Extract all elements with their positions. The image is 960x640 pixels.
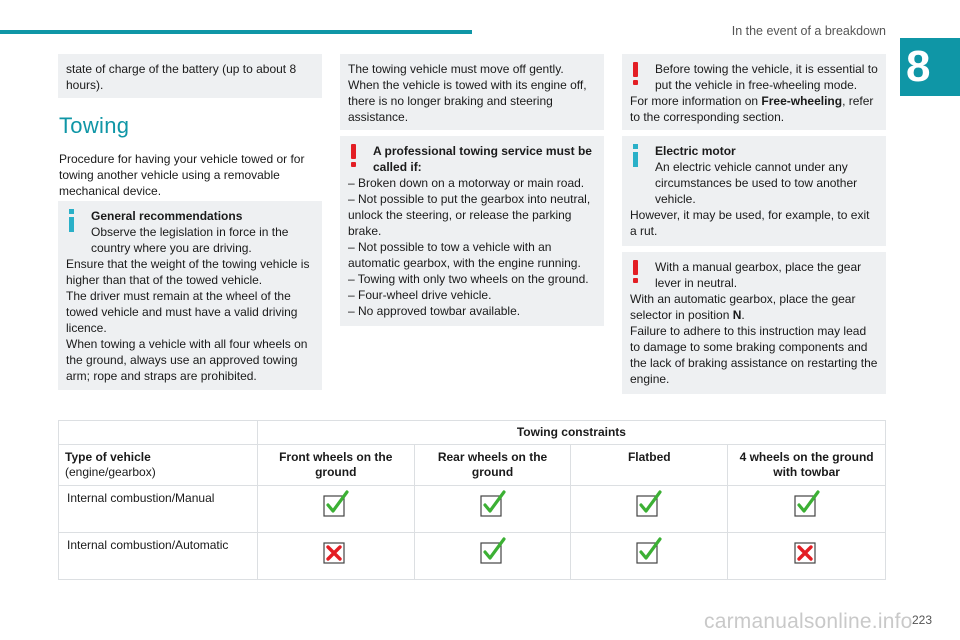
general-line-2: Ensure that the weight of the towing vehicle is higher than that of the towed vehicle. <box>66 257 310 287</box>
gearbox-failure-text: Failure to adhere to this instruction may lead to damage to some braking components and the lack of braking assistance on restarting the engine. <box>630 324 878 386</box>
general-recommendations-box <box>58 201 322 390</box>
electric-motor-title: Electric motor <box>655 144 736 158</box>
professional-item: – Towing with only two wheels on the ground. <box>348 272 589 286</box>
info-icon <box>68 209 74 233</box>
forbidden-mark <box>324 541 348 565</box>
tow-gently-box <box>340 54 604 130</box>
allowed-mark <box>324 494 348 518</box>
professional-item: – Four-wheel drive vehicle. <box>348 288 492 302</box>
row-label: Internal combustion/Manual <box>59 486 258 533</box>
free-wheeling-more-suffix: , refer to the corresponding section. <box>630 94 874 124</box>
check-mark-icon <box>478 490 508 518</box>
free-wheeling-more <box>630 93 878 125</box>
gearbox-auto-prefix: With an automatic gearbox, place the gear selector in position <box>630 292 856 322</box>
allowed-mark <box>481 494 505 518</box>
table-corner-cell <box>59 421 258 445</box>
towing-heading: Towing <box>59 113 130 138</box>
table-row <box>59 533 886 580</box>
row-label: Internal combustion/Automatic <box>59 533 258 580</box>
battery-note-box <box>58 54 322 98</box>
general-line-4: When towing a vehicle with all four wheels on the ground, always use an approved towing arm; rope and straps are prohibited. <box>66 337 308 383</box>
check-mark-icon <box>634 490 664 518</box>
towing-intro: Procedure for having your vehicle towed or for towing another vehicle using a removable mechanical device. <box>59 152 305 198</box>
professional-service-box <box>340 136 604 326</box>
constraint-cell <box>257 533 414 580</box>
cross-mark-icon <box>792 537 822 565</box>
tow-gently-text: The towing vehicle must move off gently. When the vehicle is towed with its engine off, there is no longer braking and steering assistance. <box>348 62 587 124</box>
column-header: 4 wheels on the ground with towbar <box>728 445 886 486</box>
professional-item: – Not possible to put the gearbox into neutral, unlock the steering, or release the parking brake. <box>348 192 591 238</box>
free-wheeling-more-prefix: For more information on <box>630 94 762 108</box>
warning-icon <box>350 144 356 168</box>
column-header: Rear wheels on the ground <box>414 445 571 486</box>
gearbox-manual-text: With a manual gearbox, place the gear lever in neutral. <box>655 260 862 290</box>
constraint-cell <box>414 533 571 580</box>
gearbox-auto-suffix: . <box>741 308 745 322</box>
table-group-header-row <box>59 421 886 445</box>
check-mark-icon <box>792 490 822 518</box>
constraint-cell <box>728 533 886 580</box>
free-wheeling-box <box>622 54 886 130</box>
allowed-mark <box>637 541 661 565</box>
constraint-cell <box>571 486 728 533</box>
general-line-3: The driver must remain at the wheel of the towed vehicle and must have a valid driving licence. <box>66 289 298 335</box>
table-column-header-row <box>59 445 886 486</box>
constraint-cell <box>414 486 571 533</box>
page-number: 223 <box>912 613 933 627</box>
allowed-mark <box>637 494 661 518</box>
chapter-number-tab: 8 <box>900 38 960 96</box>
battery-note-text: state of charge of the battery (up to about 8 hours). <box>66 62 297 92</box>
constraint-cell <box>257 486 414 533</box>
vehicle-type-subtitle: (engine/gearbox) <box>65 465 156 479</box>
free-wheeling-link-term: Free-wheeling <box>761 94 843 108</box>
check-mark-icon <box>321 490 351 518</box>
gearbox-warning-box <box>622 252 886 394</box>
allowed-mark <box>795 494 819 518</box>
professional-item: – Broken down on a motorway or main road. <box>348 176 585 190</box>
info-icon <box>632 144 638 168</box>
forbidden-mark <box>795 541 819 565</box>
towing-constraints-header: Towing constraints <box>257 421 885 445</box>
column-header: Flatbed <box>571 445 728 486</box>
warning-icon <box>632 62 638 86</box>
header-accent-bar <box>0 30 472 34</box>
gear-position-n: N <box>732 308 742 322</box>
cross-mark-icon <box>321 537 351 565</box>
warning-icon <box>632 260 638 284</box>
constraint-cell <box>728 486 886 533</box>
gearbox-auto-text <box>630 291 878 323</box>
watermark: carmanualsonline.info <box>704 610 913 633</box>
column-header: Front wheels on the ground <box>257 445 414 486</box>
allowed-mark <box>481 541 505 565</box>
electric-motor-line-1: An electric vehicle cannot under any circumstances be used to tow another vehicle. <box>655 160 858 206</box>
general-recommendations-title: General recommendations <box>91 209 243 223</box>
electric-motor-line-2: However, it may be used, for example, to exit a rut. <box>630 208 870 238</box>
electric-motor-box <box>622 136 886 246</box>
free-wheeling-text: Before towing the vehicle, it is essential to put the vehicle in free-wheeling mode. <box>655 62 878 92</box>
check-mark-icon <box>478 537 508 565</box>
vehicle-type-title: Type of vehicle <box>65 450 151 464</box>
section-title: In the event of a breakdown <box>731 24 886 38</box>
table-row <box>59 486 886 533</box>
professional-item: – Not possible to tow a vehicle with an automatic gearbox, with the engine running. <box>348 240 581 270</box>
professional-item: – No approved towbar available. <box>348 304 521 318</box>
check-mark-icon <box>634 537 664 565</box>
constraint-cell <box>571 533 728 580</box>
professional-service-title: A professional towing service must be called if: <box>373 144 592 174</box>
towing-constraints-table <box>58 420 886 580</box>
vehicle-type-header <box>59 445 258 486</box>
general-line-1-start: Observe the legislation in force in the country where you are driving. <box>91 225 289 255</box>
